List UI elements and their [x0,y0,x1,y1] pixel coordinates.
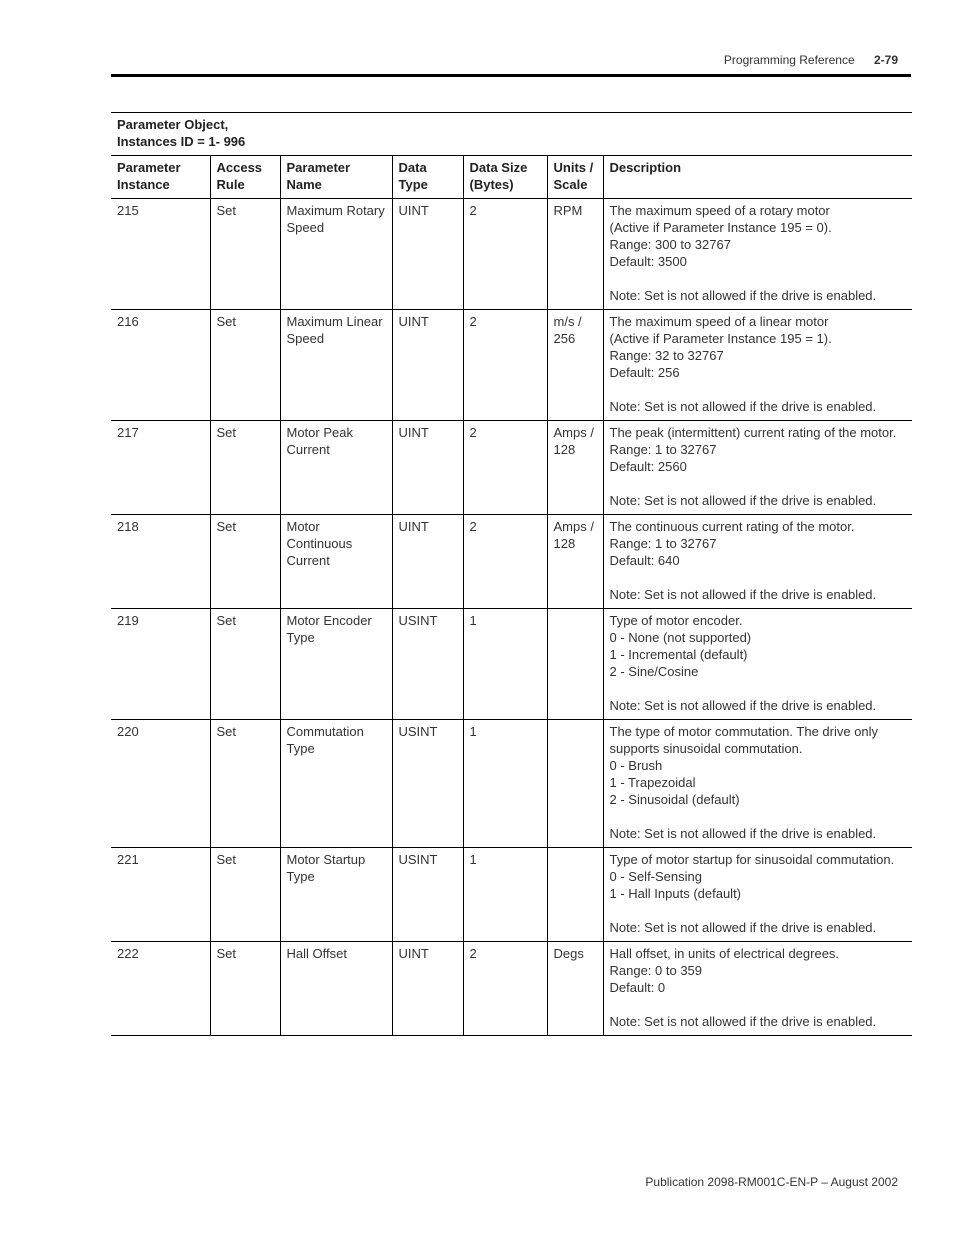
cell-name: Maximum Linear Speed [280,310,392,421]
cell-access: Set [210,720,280,848]
cell-description: Type of motor encoder. 0 - None (not supported) 1 - Incremental (default) 2 - Sine/Cosine Note: Set is not allowed if the drive is enabled. [603,609,912,720]
cell-type: UINT [392,421,463,515]
note-text: Note: Set is not allowed if the drive is enabled. [609,587,877,602]
cell-size: 2 [463,942,547,1036]
cell-instance: 216 [111,310,210,421]
cell-name: Maximum Rotary Speed [280,199,392,310]
cell-instance: 219 [111,609,210,720]
col-header-name: Parameter Name [280,156,392,199]
table-row [111,515,912,609]
column-header-row [111,156,912,199]
note-text: Note: Set is not allowed if the drive is enabled. [609,399,877,414]
cell-instance: 221 [111,848,210,942]
cell-units: m/s / 256 [547,310,603,421]
cell-type: USINT [392,848,463,942]
cell-type: UINT [392,942,463,1036]
page-number: 2-79 [873,53,898,67]
cell-size: 1 [463,720,547,848]
note-text: Note: Set is not allowed if the drive is enabled. [609,920,877,935]
parameter-table [111,112,912,1036]
cell-units [547,848,603,942]
cell-units: Amps / 128 [547,421,603,515]
running-header [724,53,898,67]
cell-instance: 220 [111,720,210,848]
cell-units: RPM [547,199,603,310]
table-caption: Parameter Object, Instances ID = 1- 996 [111,113,912,156]
col-header-size: Data Size (Bytes) [463,156,547,199]
cell-size: 2 [463,310,547,421]
cell-units [547,609,603,720]
cell-size: 2 [463,199,547,310]
cell-size: 2 [463,421,547,515]
note-text: Note: Set is not allowed if the drive is enabled. [609,826,877,841]
table-row [111,942,912,1036]
cell-name: Motor Startup Type [280,848,392,942]
cell-type: UINT [392,199,463,310]
table-row [111,720,912,848]
cell-access: Set [210,199,280,310]
cell-access: Set [210,609,280,720]
cell-instance: 215 [111,199,210,310]
table-row [111,310,912,421]
cell-description: The continuous current rating of the motor. Range: 1 to 32767 Default: 640 Note: Set is not allowed if the drive is enabled. [603,515,912,609]
cell-name: Motor Encoder Type [280,609,392,720]
cell-name: Hall Offset [280,942,392,1036]
cell-description: Type of motor startup for sinusoidal commutation. 0 - Self-Sensing 1 - Hall Inputs (default) Note: Set is not allowed if the drive is enabled. [603,848,912,942]
cell-instance: 218 [111,515,210,609]
cell-instance: 217 [111,421,210,515]
col-header-instance: Parameter Instance [111,156,210,199]
cell-units [547,720,603,848]
note-text: Note: Set is not allowed if the drive is enabled. [609,1014,877,1029]
cell-access: Set [210,421,280,515]
note-text: Note: Set is not allowed if the drive is enabled. [609,288,877,303]
note-text: Note: Set is not allowed if the drive is enabled. [609,698,877,713]
cell-name: Commutation Type [280,720,392,848]
cell-name: Motor Peak Current [280,421,392,515]
cell-access: Set [210,310,280,421]
cell-type: USINT [392,609,463,720]
cell-units: Degs [547,942,603,1036]
cell-description: Hall offset, in units of electrical degrees. Range: 0 to 359 Default: 0 Note: Set is not allowed if the drive is enabled. [603,942,912,1036]
cell-type: USINT [392,720,463,848]
header-rule [111,74,911,77]
cell-units: Amps / 128 [547,515,603,609]
cell-type: UINT [392,310,463,421]
cell-description: The peak (intermittent) current rating of the motor. Range: 1 to 32767 Default: 2560 Note: Set is not allowed if the drive is enabled. [603,421,912,515]
cell-description: The maximum speed of a linear motor (Active if Parameter Instance 195 = 1). Range: 32 to 32767 Default: 256 Note: Set is not allowed if the drive is enabled. [603,310,912,421]
cell-type: UINT [392,515,463,609]
cell-access: Set [210,942,280,1036]
cell-instance: 222 [111,942,210,1036]
cell-size: 2 [463,515,547,609]
table-row [111,848,912,942]
cell-access: Set [210,515,280,609]
table-row [111,609,912,720]
cell-access: Set [210,848,280,942]
cell-size: 1 [463,609,547,720]
publication-footer: Publication 2098-RM001C-EN-P – August 2002 [645,1175,898,1189]
col-header-description: Description [603,156,912,199]
col-header-units: Units / Scale [547,156,603,199]
cell-name: Motor Continuous Current [280,515,392,609]
cell-size: 1 [463,848,547,942]
col-header-type: Data Type [392,156,463,199]
cell-description: The maximum speed of a rotary motor (Active if Parameter Instance 195 = 0). Range: 300 to 32767 Default: 3500 Note: Set is not allowed if the drive is enabled. [603,199,912,310]
note-text: Note: Set is not allowed if the drive is enabled. [609,493,877,508]
table-row [111,421,912,515]
col-header-access: Access Rule [210,156,280,199]
cell-description: The type of motor commutation. The drive only supports sinusoidal commutation. 0 - Brush 1 - Trapezoidal 2 - Sinusoidal (default) Note: Set is not allowed if the drive is enabled. [603,720,912,848]
section-title: Programming Reference [723,53,855,67]
table-row [111,199,912,310]
